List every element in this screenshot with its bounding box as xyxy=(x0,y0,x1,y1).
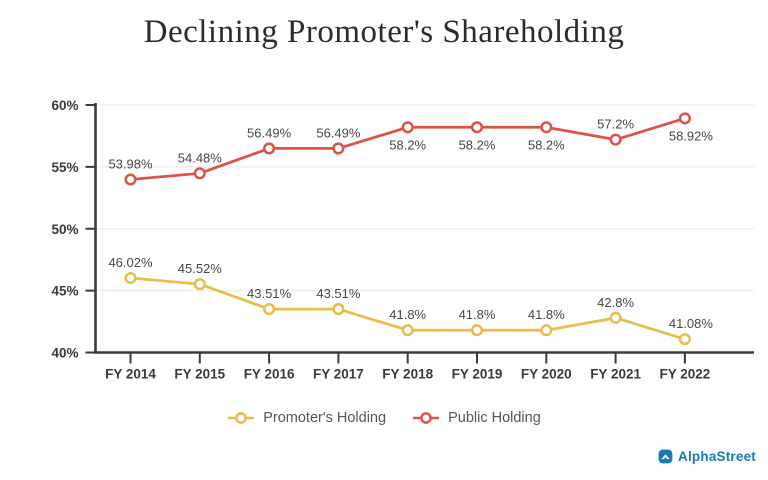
data-label: 54.48% xyxy=(177,150,222,166)
data-label: 45.52% xyxy=(177,261,222,277)
data-label: 56.49% xyxy=(316,125,361,141)
data-label: 43.51% xyxy=(316,286,361,302)
data-label: 58.2% xyxy=(527,137,565,153)
data-point[interactable] xyxy=(542,122,552,132)
data-label: 56.49% xyxy=(247,125,292,141)
x-tick-label: FY 2021 xyxy=(590,366,641,382)
data-label: 41.8% xyxy=(458,307,496,323)
data-point[interactable] xyxy=(611,313,621,323)
x-tick-label: FY 2016 xyxy=(243,366,295,382)
alphastreet-chevron-icon xyxy=(658,449,673,464)
data-point[interactable] xyxy=(472,122,482,132)
data-point[interactable] xyxy=(264,144,274,154)
brand-logo-text: AlphaStreet xyxy=(678,449,756,464)
data-point[interactable] xyxy=(334,304,344,314)
data-label: 53.98% xyxy=(108,156,153,172)
data-label: 58.2% xyxy=(458,137,496,153)
legend-line-marker-icon xyxy=(227,411,255,425)
data-label: 41.8% xyxy=(527,307,565,323)
x-tick-label: FY 2022 xyxy=(659,366,711,382)
data-label: 41.08% xyxy=(668,316,713,332)
data-point[interactable] xyxy=(403,122,413,132)
data-label: 58.92% xyxy=(668,128,713,144)
y-tick-label: 40% xyxy=(51,345,79,361)
data-label: 42.8% xyxy=(597,294,635,310)
x-tick-label: FY 2019 xyxy=(451,366,503,382)
y-tick-label: 50% xyxy=(51,221,79,237)
data-point[interactable] xyxy=(195,169,205,179)
data-point[interactable] xyxy=(195,279,205,289)
chart-title: Declining Promoter's Shareholding xyxy=(143,14,625,50)
legend-label: Promoter's Holding xyxy=(263,410,387,426)
data-point[interactable] xyxy=(264,304,274,314)
data-label: 58.2% xyxy=(389,137,427,153)
data-point[interactable] xyxy=(126,273,136,283)
y-tick-label: 55% xyxy=(51,159,79,175)
data-point[interactable] xyxy=(611,135,621,145)
data-point[interactable] xyxy=(403,325,413,335)
series-promoter-s-holding xyxy=(108,255,713,344)
legend-item-public-holding[interactable] xyxy=(412,410,541,426)
series-public-holding xyxy=(108,114,713,185)
data-point[interactable] xyxy=(680,114,690,124)
y-tick-label: 60% xyxy=(51,98,79,113)
data-point[interactable] xyxy=(334,144,344,154)
brand-logo xyxy=(658,449,756,464)
x-tick-label: FY 2020 xyxy=(520,366,572,382)
data-point[interactable] xyxy=(472,325,482,335)
x-tick-label: FY 2014 xyxy=(105,366,156,382)
data-point[interactable] xyxy=(126,175,136,185)
legend-line-marker-icon xyxy=(412,411,440,425)
data-label: 57.2% xyxy=(597,116,635,132)
data-label: 46.02% xyxy=(108,255,153,271)
x-tick-label: FY 2018 xyxy=(382,366,434,382)
legend xyxy=(0,410,768,426)
legend-label: Public Holding xyxy=(448,410,541,426)
data-point[interactable] xyxy=(542,325,552,335)
data-label: 43.51% xyxy=(247,286,292,302)
x-tick-label: FY 2017 xyxy=(313,366,364,382)
legend-item-promoter-s-holding[interactable] xyxy=(227,410,386,426)
y-tick-label: 45% xyxy=(51,283,79,299)
x-tick-label: FY 2015 xyxy=(174,366,226,382)
data-point[interactable] xyxy=(680,334,690,344)
data-label: 41.8% xyxy=(389,307,427,323)
